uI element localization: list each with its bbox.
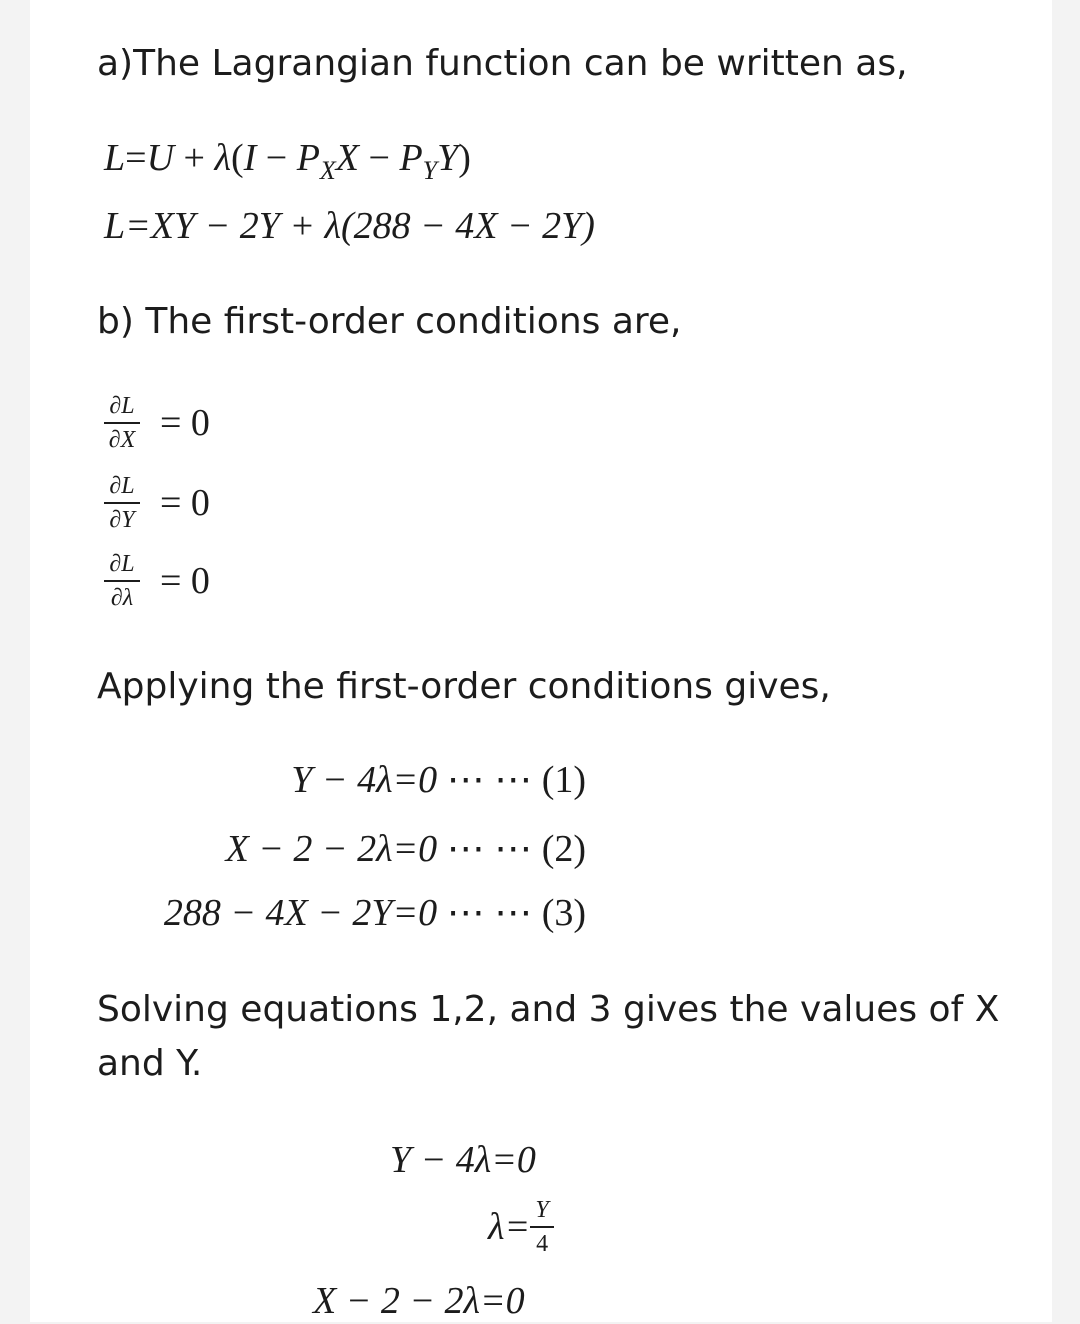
eq-X: X [335,137,360,179]
foc-rhs: = 0 [160,402,210,444]
solve-step-1: Y − 4λ=0 [390,1139,536,1181]
partial-fraction [104,550,140,612]
fraction-bar [530,1226,554,1228]
foc-rhs: = 0 [160,482,210,524]
system-dots: ⋯ ⋯ [437,759,542,801]
eq-PY: P [399,137,423,179]
fraction-denominator: ∂λ [110,585,134,611]
applying-text: Applying the first-order conditions gives, [97,666,831,707]
solve-step-2 [488,1196,554,1258]
eq-open-paren: ( [230,137,244,179]
eq-PX: P [296,137,320,179]
fraction-denominator: ∂X [108,427,136,453]
system-tag: (3) [541,892,586,934]
system-lhs: X − 2 − 2λ=0 [225,828,438,870]
y-over-4-fraction [530,1196,554,1258]
eq-plus: + [174,137,215,179]
part-b-heading: b) The first-order conditions are, [97,301,682,342]
fraction-numerator: Y [535,1197,549,1223]
system-equation-3 [0,890,586,935]
solving-text-line-1: Solving equations 1,2, and 3 gives the values of X [97,989,1000,1030]
partial-fraction [104,472,140,534]
system-lhs: 288 − 4X − 2Y=0 [163,892,438,934]
eq-L: L [104,137,126,179]
fraction-numerator: ∂L [109,473,135,499]
part-a-heading: a)The Lagrangian function can be written as, [97,43,908,84]
fraction-denominator: 4 [536,1231,549,1257]
eq-minus: − [256,137,297,179]
fraction-numerator: ∂L [109,393,135,419]
eq-equals: = [125,137,147,179]
lagrangian-specific-equation: L=XY − 2Y + λ(288 − 4X − 2Y) [104,205,595,247]
system-equation-1 [0,757,586,802]
fraction-bar [104,502,140,504]
system-equation-2 [0,826,586,871]
foc-rhs: = 0 [160,560,210,602]
fraction-bar [104,580,140,582]
system-tag: (2) [541,828,586,870]
fraction-denominator: ∂Y [109,507,135,533]
eq-subscript-x: X [319,156,336,185]
system-dots: ⋯ ⋯ [437,892,542,934]
system-tag: (1) [541,759,586,801]
partial-fraction [104,392,140,454]
foc-dx [104,392,210,454]
eq-Y: Y [437,137,459,179]
fraction-numerator: ∂L [109,551,135,577]
system-dots: ⋯ ⋯ [437,828,542,870]
system-lhs: Y − 4λ=0 [291,759,438,801]
foc-dy [104,472,210,534]
eq-lambda: λ [214,137,231,179]
lambda-equals: λ= [488,1206,531,1248]
solve-step-3: X − 2 − 2λ=0 [313,1280,525,1322]
lagrangian-general-equation [104,135,471,185]
eq-minus: − [359,137,400,179]
eq-I: I [243,137,257,179]
eq-subscript-y: Y [422,156,438,185]
eq-close-paren: ) [458,137,471,179]
eq-U: U [146,137,175,179]
fraction-bar [104,422,140,424]
solving-text-line-2: and Y. [97,1043,203,1084]
foc-dlambda [104,550,210,612]
